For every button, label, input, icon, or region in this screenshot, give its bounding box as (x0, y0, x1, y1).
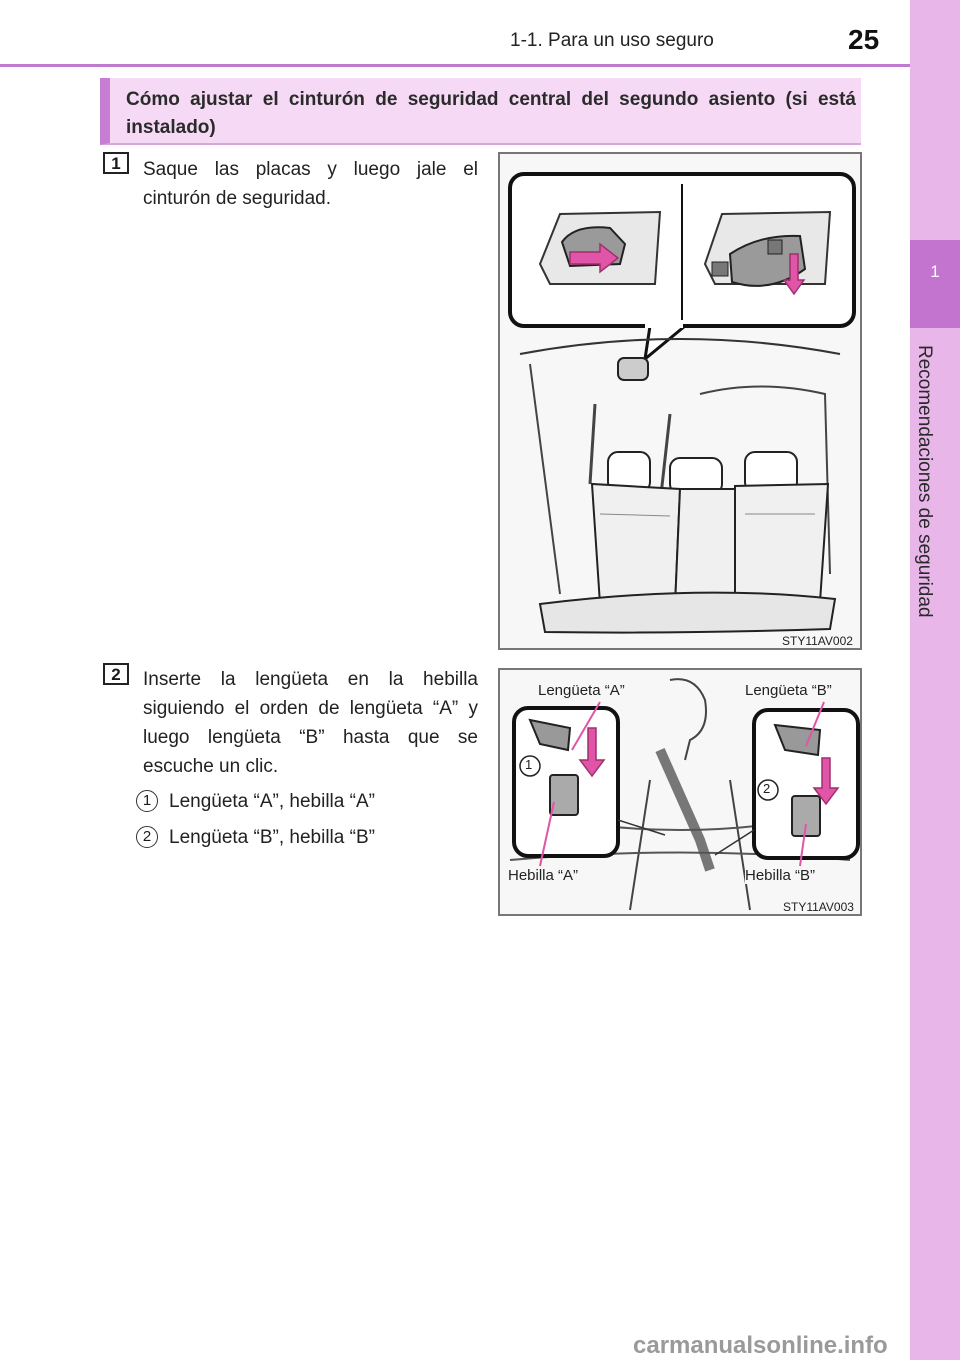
label-buckle-b: Hebilla “B” (745, 867, 816, 884)
chapter-side-tab (910, 0, 960, 1360)
seat-belt-plates-illustration (500, 154, 860, 648)
section-title: Cómo ajustar el cinturón de seguridad central del segundo asiento (si está instalado) (126, 89, 856, 138)
sub-item-number-1: 1 (136, 790, 158, 812)
header-section-title: 1-1. Para un uso seguro (510, 30, 714, 51)
chapter-number: 1 (930, 262, 940, 281)
label-tongue-a: Lengüeta “A” (538, 682, 625, 699)
sub-item-text-1: Lengüeta “A”, hebilla “A” (169, 791, 375, 812)
figure-code-2: STY11AV003 (783, 900, 854, 914)
step-2-text: Inserte la lengüeta en la hebilla siguiendo el orden de lengüeta “A” y luego lengüeta “B” hasta que se escuche un clic. (143, 669, 478, 777)
watermark: carmanualsonline.info (633, 1332, 888, 1359)
header-rule (0, 64, 910, 67)
label-buckle-a: Hebilla “A” (508, 867, 579, 884)
chapter-title: Recomendaciones de seguridad (914, 345, 935, 618)
step-1-text: Saque las placas y luego jale el cinturón de seguridad. (143, 159, 478, 209)
figure-buckle-order (498, 668, 862, 916)
page-number: 25 (848, 24, 880, 55)
section-heading-box (100, 78, 861, 145)
figure-code-1: STY11AV002 (782, 634, 853, 648)
sub-item-number-2: 2 (136, 826, 158, 848)
callout-number-1: 1 (525, 757, 533, 772)
chapter-number-block (910, 240, 960, 328)
sub-item-text-2: Lengüeta “B”, hebilla “B” (169, 827, 375, 848)
step-badge-1: 1 (103, 152, 129, 174)
step-badge-2: 2 (103, 663, 129, 685)
callout-number-2: 2 (763, 781, 771, 796)
figure-seat-belt-plates (498, 152, 862, 650)
label-tongue-b: Lengüeta “B” (745, 682, 832, 699)
